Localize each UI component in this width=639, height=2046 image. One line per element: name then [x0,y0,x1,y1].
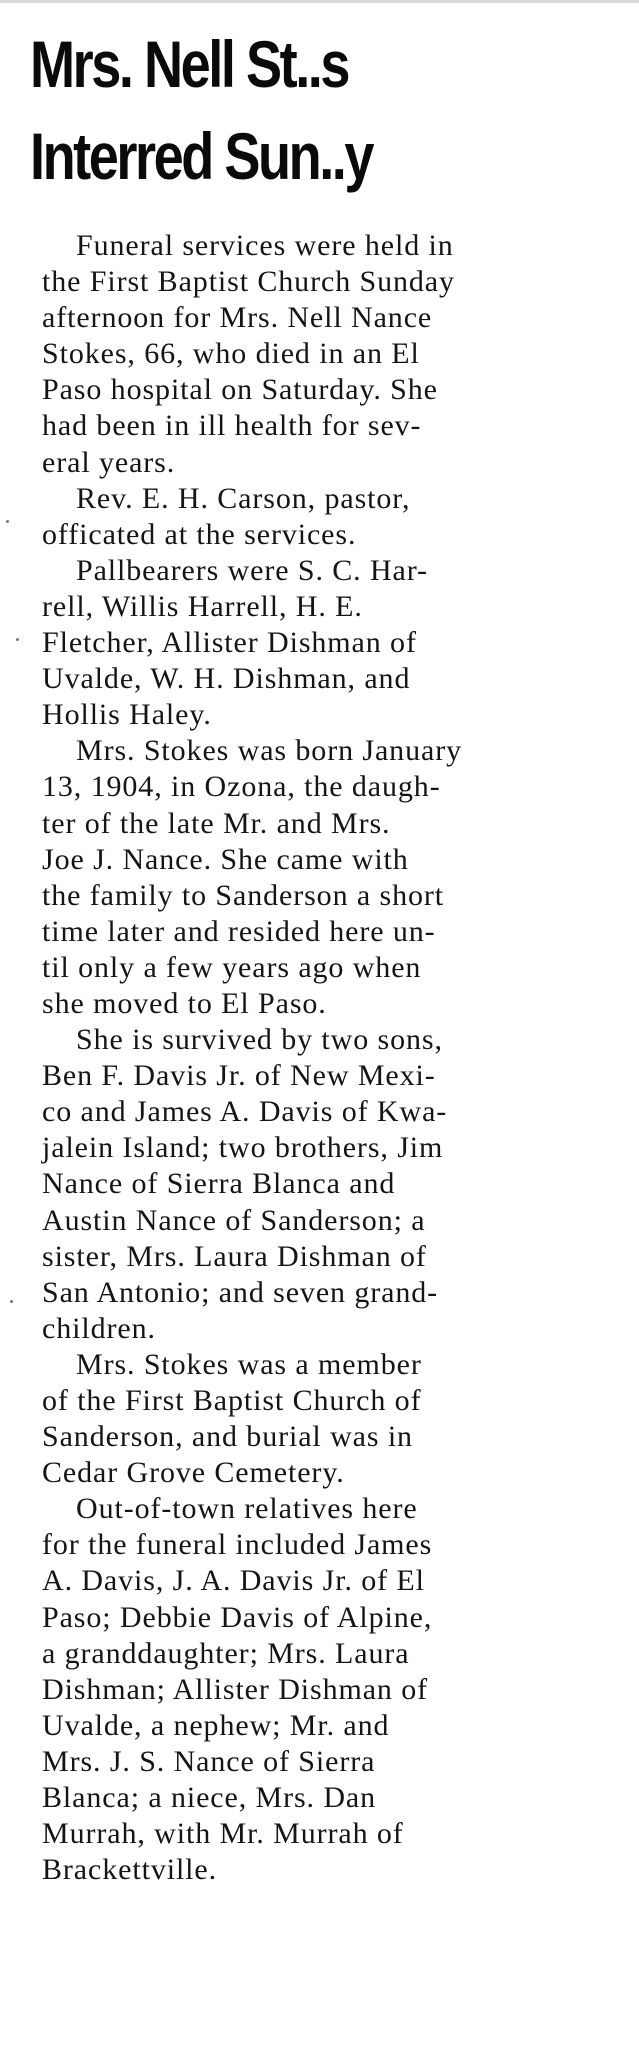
text-line: Stokes, 66, who died in an El [42,337,420,371]
text-line: co and James A. Davis of Kwa- [42,1095,448,1129]
paragraph-pallbearers [42,553,622,733]
article-body [42,228,622,1888]
text-line: til only a few years ago when [42,950,422,984]
text-line: jalein Island; two brothers, Jim [42,1131,444,1165]
text-line: Uvalde, W. H. Dishman, and [42,662,411,696]
text-line: Funeral services were held in [76,229,454,262]
text-line: for the funeral included James [42,1528,433,1562]
text-line: Mrs. J. S. Nance of Sierra [42,1744,376,1778]
text-line: Austin Nance of Sanderson; a [42,1203,426,1237]
text-line: Blanca; a niece, Mrs. Dan [42,1781,377,1815]
text-line: Mrs. Stokes was born January [76,734,462,768]
text-line: Paso; Debbie Davis of Alpine, [42,1600,433,1634]
text-line: Pallbearers were S. C. Har- [76,553,428,587]
scan-speck [6,520,9,523]
text-line: ter of the late Mr. and Mrs. [42,806,391,840]
text-line: sister, Mrs. Laura Dishman of [42,1239,427,1273]
text-line: Fletcher, Allister Dishman of [42,626,417,660]
scan-speck [16,638,19,641]
scan-edge [0,0,639,3]
text-line: Brackettville. [42,1853,218,1887]
headline-line: Mrs. Nell St..s [30,27,349,101]
text-line: rell, Willis Harrell, H. E. [42,589,363,623]
text-line: Cedar Grove Cemetery. [42,1456,345,1490]
text-line: Nance of Sierra Blanca and [42,1167,396,1201]
text-line: children. [42,1311,156,1345]
text-line: of the First Baptist Church of [42,1384,422,1417]
headline [30,18,489,202]
paragraph-services [42,228,622,481]
text-line: eral years. [42,445,176,479]
text-line: time later and resided here un- [42,914,436,948]
text-line: She is survived by two sons, [76,1023,443,1057]
text-line: officated at the services. [42,517,357,551]
paragraph-membership [42,1347,622,1491]
text-line: Out-of-town relatives here [76,1492,418,1526]
text-line: Dishman; Allister Dishman of [42,1672,429,1706]
text-line: 13, 1904, in Ozona, the daugh- [42,770,441,804]
text-line: A. Davis, J. A. Davis Jr. of El [42,1564,425,1598]
text-line: Sanderson, and burial was in [42,1420,413,1454]
headline-line: Interred Sun..y [30,119,373,193]
text-line: Murrah, with Mr. Murrah of [42,1817,404,1851]
paragraph-officiant [42,481,622,553]
text-line: had been in ill health for sev- [42,409,422,443]
paragraph-survivors [42,1022,622,1347]
text-line: Ben F. Davis Jr. of New Mexi- [42,1059,436,1093]
paragraph-relatives [42,1491,622,1888]
text-line: San Antonio; and seven grand- [42,1275,439,1309]
scan-speck [10,1300,13,1303]
text-line: Paso hospital on Saturday. She [42,373,438,407]
text-line: Joe J. Nance. She came with [42,842,409,876]
text-line: the First Baptist Church Sunday [42,265,455,299]
text-line: a granddaughter; Mrs. Laura [42,1636,410,1670]
text-line: the family to Sanderson a short [42,878,444,912]
text-line: afternoon for Mrs. Nell Nance [42,301,433,335]
paragraph-biography [42,733,622,1022]
text-line: she moved to El Paso. [42,986,327,1020]
text-line: Mrs. Stokes was a member [76,1347,422,1381]
text-line: Hollis Haley. [42,698,212,732]
text-line: Rev. E. H. Carson, pastor, [76,481,411,515]
text-line: Uvalde, a nephew; Mr. and [42,1708,390,1742]
